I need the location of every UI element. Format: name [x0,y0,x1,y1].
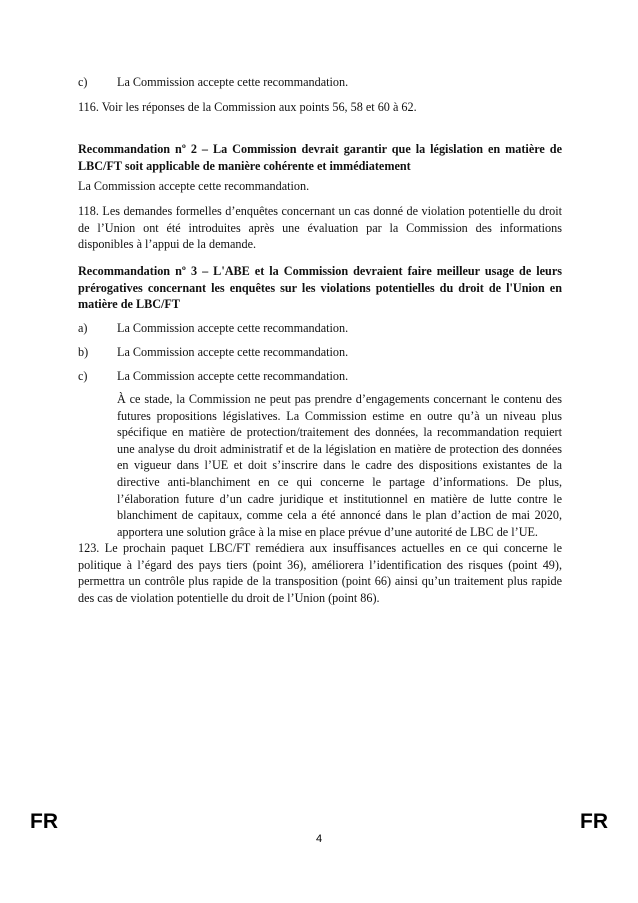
recommendation-2-answer: La Commission accepte cette recommandation. [78,179,310,193]
item-label-c-first: c) [78,75,88,89]
language-code-left: FR [30,810,58,833]
paragraph-118: 118. Les demandes formelles d’enquêtes concernant un cas donné de violation potentielle du droit de l’Union ont été introduites après une évaluation par la Commission des informations disponibles à l’appui de la demande. [78,204,562,252]
recommendation-3-detail: À ce stade, la Commission ne peut pas prendre d’engagements concernant le contenu des futures propositions législatives. La Commission estime en outre qu’à un niveau plus spécifique en matière de protection/traitement des données, la recommandation requiert une analyse du droit administratif et de la législation en matière de protection des données en vigueur dans l’UE et doit s’inscrire dans le cadre des dispositions existantes de la directive anti-blanchiment en ce qui concerne le partage d’informations. De plus, l’élaboration future d’un cadre juridique et institutionnel en matière de lutte contre le blanchiment de capitaux, comme cela a été annoncé dans le plan d’action de mai 2020, apportera une solution grâce à la mise en place prévue d’une autorité de LBC de l’UE. [117,392,562,539]
item-label-a: a) [78,321,88,335]
item-text-b: La Commission accepte cette recommandation. [117,345,349,359]
item-label-c: c) [78,369,88,383]
item-text-c: La Commission accepte cette recommandation. [117,369,349,383]
language-code-right: FR [580,810,608,833]
item-text-c-first: La Commission accepte cette recommandation. [117,75,349,89]
page-number: 4 [315,833,323,845]
item-label-b: b) [78,345,89,359]
recommendation-2-heading: Recommandation nº 2 – La Commission devrait garantir que la législation en matière de LBC/FT soit applicable de manière cohérente et immédiatement [78,142,562,173]
paragraph-123: 123. Le prochain paquet LBC/FT remédiera aux insuffisances actuelles en ce qui concerne le politique à l’égard des pays tiers (point 36), améliorera l’identification des risques (point 49), permettra un contrôle plus rapide de la transposition (point 66) ainsi qu’un traitement plus rapide des cas de violation potentielle du droit de l’Union (point 86). [78,541,562,605]
item-text-a: La Commission accepte cette recommandation. [117,321,349,335]
recommendation-3-heading: Recommandation nº 3 – L'ABE et la Commission devraient faire meilleur usage de leurs prérogatives concernant les enquêtes sur les violations potentielles du droit de l'Union en matière de LBC/FT [78,264,562,312]
paragraph-116: 116. Voir les réponses de la Commission aux points 56, 58 et 60 à 62. [78,100,417,114]
